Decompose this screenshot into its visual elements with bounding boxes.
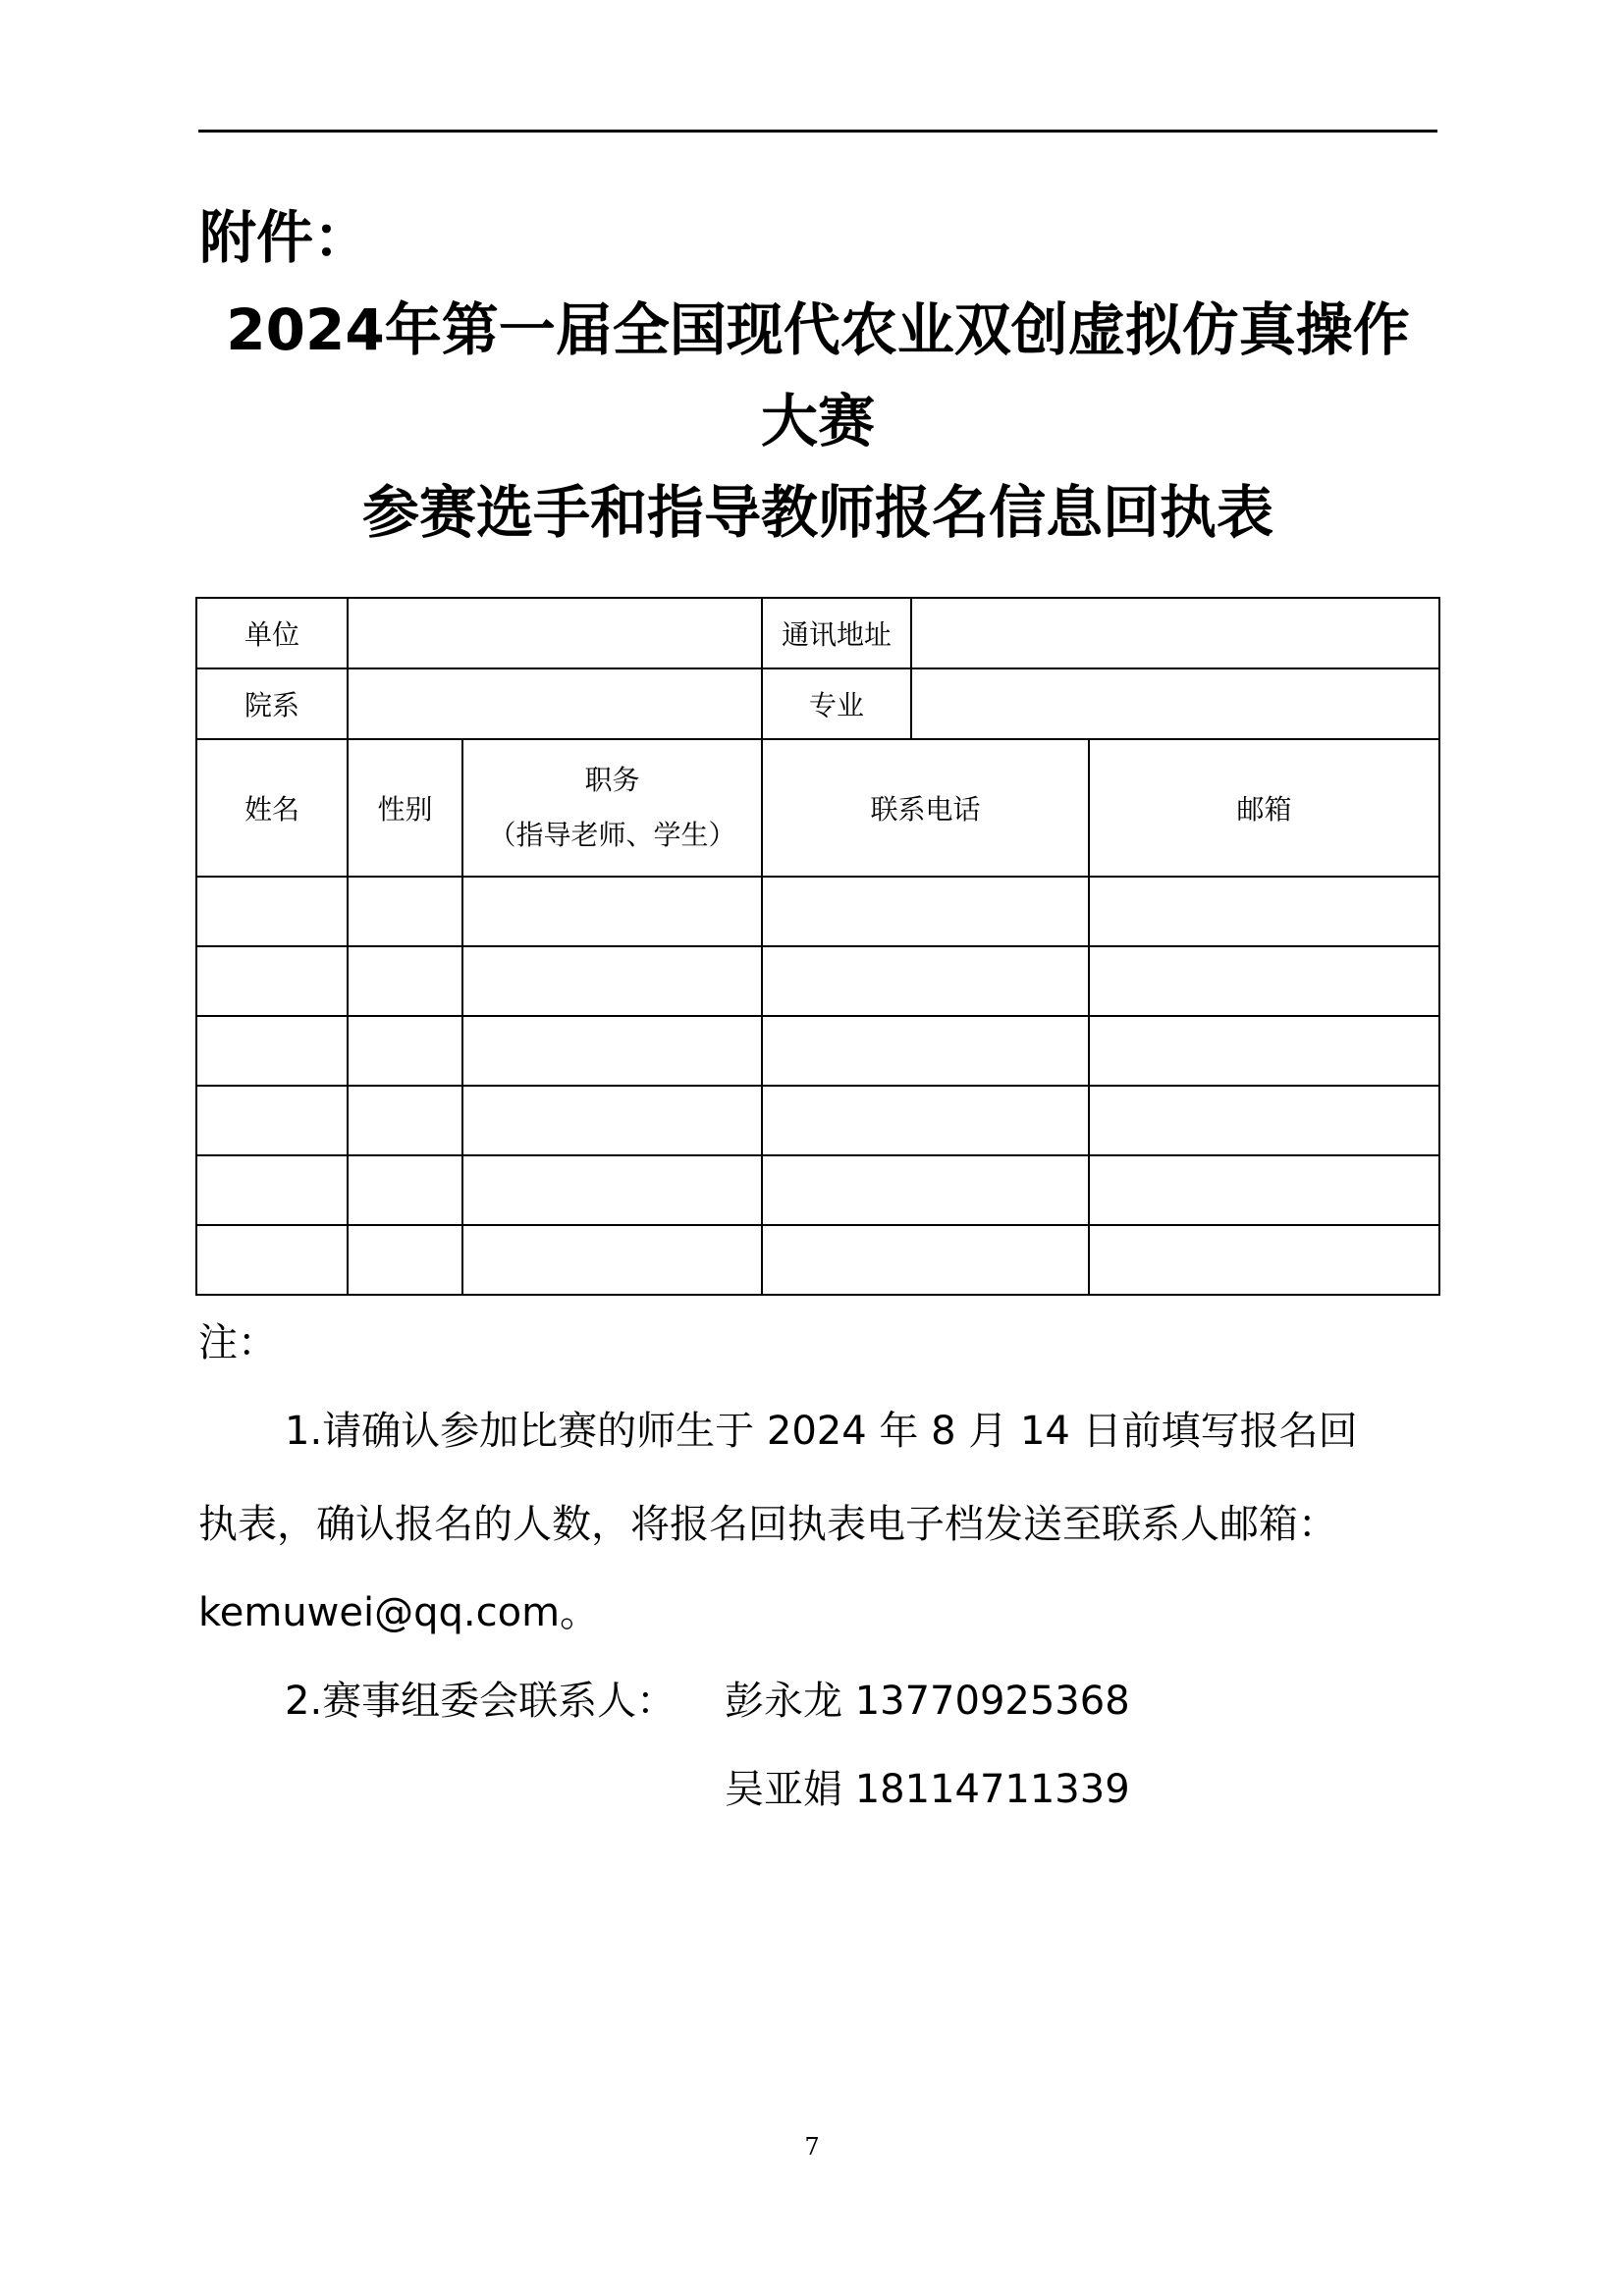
name-cell[interactable] [196,877,348,946]
notes-title: 注： [198,1320,277,1365]
unit-value-cell[interactable] [348,598,762,668]
phone-cell[interactable] [762,1086,1089,1155]
email-cell[interactable] [1089,946,1439,1016]
note-1-contact-email: kemuwei@qq.com。 [198,1590,600,1635]
email-cell[interactable] [1089,1086,1439,1155]
department-value-cell[interactable] [348,668,762,739]
document-title-line-1: 2024年第一届全国现代农业双创虚拟仿真操作 [226,296,1410,363]
name-column-header: 姓名 [196,739,348,877]
table-row [196,1086,1439,1155]
table-row [196,1225,1439,1295]
duty-cell[interactable] [462,1155,762,1225]
phone-column-header: 联系电话 [762,739,1089,877]
note-2-contact-2: 吴亚娟 18114711339 [725,1767,1130,1812]
duty-cell[interactable] [462,1016,762,1086]
note-1-line-1: 1.请确认参加比赛的师生于 2024 年 8 月 14 日前填写报名回 [285,1409,1358,1454]
gender-column-header: 性别 [348,739,462,877]
note-2-contact-1: 彭永龙 13770925368 [725,1679,1130,1724]
address-label: 通讯地址 [762,598,911,668]
duty-column-header-line-2: （指导老师、学生） [488,819,736,851]
address-value-cell[interactable] [911,598,1439,668]
department-row [196,668,1439,739]
email-cell[interactable] [1089,1155,1439,1225]
name-cell[interactable] [196,1016,348,1086]
major-value-cell[interactable] [911,668,1439,739]
phone-cell[interactable] [762,1016,1089,1086]
major-label: 专业 [762,668,911,739]
unit-label: 单位 [196,598,348,668]
note-1-line-2: 执表，确认报名的人数，将报名回执表电子档发送至联系人邮箱： [198,1502,1337,1547]
table-row [196,877,1439,946]
table-row [196,1155,1439,1225]
email-cell[interactable] [1089,877,1439,946]
name-cell[interactable] [196,1086,348,1155]
note-2-prefix: 2.赛事组委会联系人： [285,1679,677,1724]
phone-cell[interactable] [762,1155,1089,1225]
department-label: 院系 [196,668,348,739]
name-cell[interactable] [196,1225,348,1295]
gender-cell[interactable] [348,877,462,946]
phone-cell[interactable] [762,946,1089,1016]
unit-row [196,598,1439,668]
name-cell[interactable] [196,946,348,1016]
email-cell[interactable] [1089,1225,1439,1295]
gender-cell[interactable] [348,946,462,1016]
name-cell[interactable] [196,1155,348,1225]
duty-column-header [462,739,762,877]
document-title-line-3: 参赛选手和指导教师报名信息回执表 [361,479,1273,546]
duty-cell[interactable] [462,877,762,946]
gender-cell[interactable] [348,1016,462,1086]
duty-cell[interactable] [462,1086,762,1155]
gender-cell[interactable] [348,1086,462,1155]
email-column-header: 邮箱 [1089,739,1439,877]
document-title-line-2: 大赛 [760,388,875,454]
phone-cell[interactable] [762,877,1089,946]
page-number: 7 [804,2133,820,2161]
duty-column-header-line-1: 职务 [584,764,640,796]
registration-form-table [195,597,1440,1296]
duty-cell[interactable] [462,946,762,1016]
email-cell[interactable] [1089,1016,1439,1086]
table-row [196,1016,1439,1086]
duty-cell[interactable] [462,1225,762,1295]
gender-cell[interactable] [348,1225,462,1295]
header-rule [198,130,1437,133]
column-header-row [196,739,1439,877]
phone-cell[interactable] [762,1225,1089,1295]
table-row [196,946,1439,1016]
gender-cell[interactable] [348,1155,462,1225]
attachment-label: 附件： [199,204,371,271]
